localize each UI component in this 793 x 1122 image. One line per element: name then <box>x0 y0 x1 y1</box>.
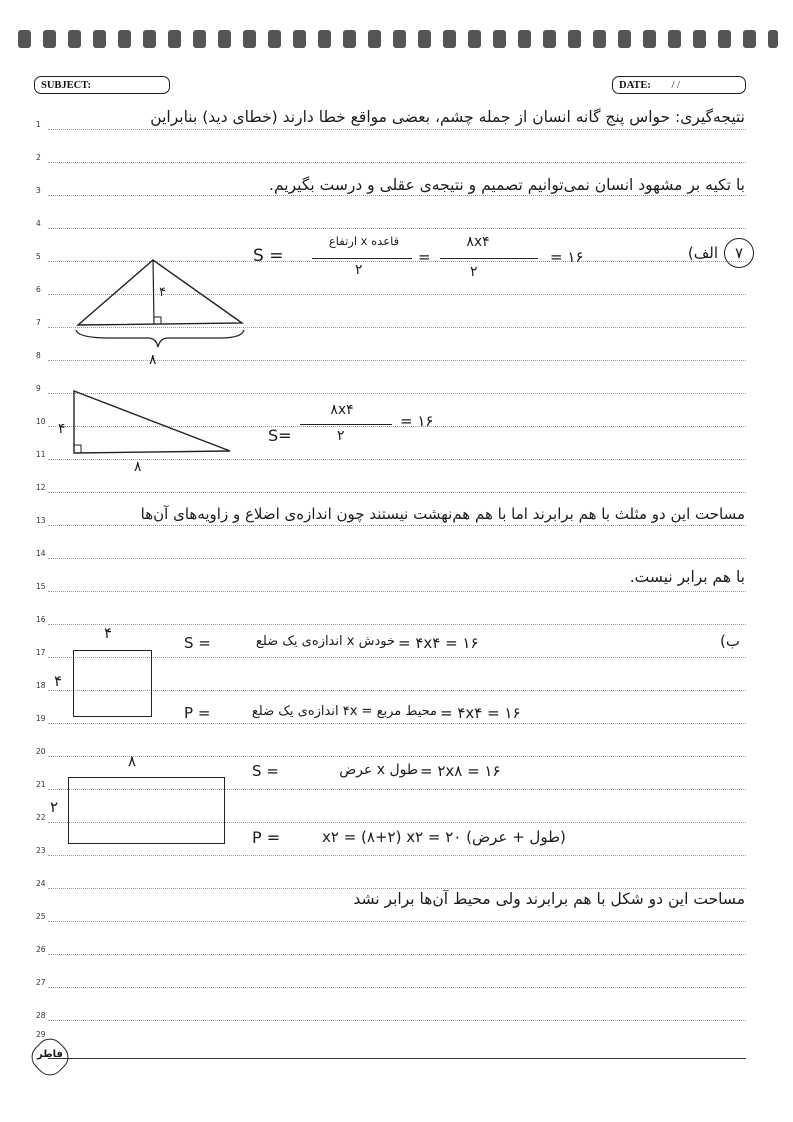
rectangle-top-label: ۸ <box>128 752 137 770</box>
square-area-calc: = ۴x۴ = ۱۶ <box>398 634 479 652</box>
line-number: 7 <box>36 318 41 327</box>
square-perimeter-calc: = ۴x۴ = ۱۶ <box>440 704 521 722</box>
line-number: 24 <box>36 879 46 888</box>
ruled-line <box>48 888 746 889</box>
rectangle-area-expression: طول x عرض <box>339 762 418 778</box>
subject-label: SUBJECT: <box>41 80 91 91</box>
square-side-label: ۴ <box>54 672 63 690</box>
line-number: 27 <box>36 978 46 987</box>
tri2-area-result: = ۱۶ <box>400 412 434 430</box>
line-number: 14 <box>36 549 46 558</box>
conclusion-line-3: با تکیه بر مشهود انسان نمی‌توانیم تصمیم و نتیجه‌ی عقلی و درست بگیریم. <box>269 176 745 194</box>
line-number: 26 <box>36 945 46 954</box>
rectangle-shape <box>68 777 225 844</box>
ruled-line <box>48 195 746 196</box>
question-number: ۷ <box>734 244 744 262</box>
triangle-1-brace <box>76 330 244 347</box>
date-value: / / <box>671 80 680 91</box>
ruled-line <box>48 162 746 163</box>
tri1-area-denominator-2: ۲ <box>470 264 478 280</box>
line-number: 18 <box>36 681 46 690</box>
ruled-line <box>48 558 746 559</box>
ruled-line <box>48 492 746 493</box>
square-shape <box>73 650 152 717</box>
tri2-area-denominator: ۲ <box>337 428 345 444</box>
ruled-line <box>48 591 746 592</box>
conclusion-line-25: مساحت این دو شکل با هم برابرند ولی محیط آن‌ها برابر نشد <box>353 890 745 908</box>
triangle-2-base-label: ۸ <box>134 459 142 475</box>
tri1-area-numerator-values: ۸x۴ <box>466 234 490 250</box>
line-number: 10 <box>36 417 46 426</box>
square-perimeter-label: P = <box>184 704 211 722</box>
conclusion-line-1: نتیجه‌گیری: حواس پنج گانه انسان از جمله چشم، بعضی مواقع خطا دارند (خطای دید) بنابراین <box>150 108 745 126</box>
line-number: 28 <box>36 1011 46 1020</box>
line-number: 19 <box>36 714 46 723</box>
triangle-2-height-label: ۴ <box>58 421 66 437</box>
line-number: 6 <box>36 285 41 294</box>
ruled-line <box>48 1020 746 1021</box>
line-number: 9 <box>36 384 41 393</box>
equals-sign: = <box>418 248 431 266</box>
ruled-line <box>48 855 746 856</box>
ruled-line <box>48 921 746 922</box>
line-number: 13 <box>36 516 46 525</box>
part-a-label: الف) <box>687 244 718 262</box>
ruled-line <box>48 987 746 988</box>
ruled-line <box>48 690 746 691</box>
square-top-label: ۴ <box>104 624 113 642</box>
line-number: 2 <box>36 153 41 162</box>
line-number: 23 <box>36 846 46 855</box>
triangle-1-base-label: ۸ <box>149 352 157 368</box>
tri1-area-numerator-words: ارتفاع x قاعده <box>328 234 400 248</box>
date-field <box>612 76 746 94</box>
comparison-line-15: با هم برابر نیست. <box>629 568 745 586</box>
tri1-area-result: = ۱۶ <box>550 248 584 266</box>
ruled-line <box>48 954 746 955</box>
rectangle-area-label: S = <box>252 762 279 780</box>
tri1-area-label: S = <box>253 246 284 266</box>
ruled-line <box>48 228 746 229</box>
square-area-label: S = <box>184 634 211 652</box>
tri2-area-label: S= <box>268 426 292 445</box>
triangle-1-height-label: ۴ <box>159 285 166 300</box>
ruled-line <box>48 129 746 130</box>
square-perimeter-expression: محیط مربع = ۴x اندازه‌ی یک ضلع <box>251 704 437 719</box>
part-b-label: ب) <box>720 632 740 650</box>
line-number: 1 <box>36 120 41 129</box>
line-number: 11 <box>36 450 46 459</box>
line-number: 20 <box>36 747 46 756</box>
triangle-2-shape <box>74 391 230 453</box>
rectangle-perimeter-expression: (طول + عرض) x۲ = (۸+۲) x۲ = ۲۰ <box>322 828 566 846</box>
tri2-area-numerator: ۸x۴ <box>330 402 354 418</box>
line-number: 8 <box>36 351 41 360</box>
triangle-1-height-line <box>153 260 154 324</box>
question-number-badge <box>724 238 754 268</box>
line-number: 22 <box>36 813 46 822</box>
fraction-bar <box>440 258 538 259</box>
line-number: 29 <box>36 1030 46 1039</box>
fraction-bar <box>300 424 392 425</box>
line-number: 4 <box>36 219 41 228</box>
logo: فاطر <box>37 1049 63 1060</box>
fraction-bar <box>312 258 412 259</box>
ruled-line <box>48 525 746 526</box>
line-number: 15 <box>36 582 46 591</box>
square-area-expression: خودش x اندازه‌ی یک ضلع <box>255 634 395 649</box>
date-label: DATE: <box>619 80 651 91</box>
bottom-rule <box>48 1058 746 1059</box>
spiral-binding <box>18 28 778 52</box>
right-angle-mark <box>74 445 81 453</box>
ruled-line <box>48 657 746 658</box>
triangle-2-figure <box>52 385 237 475</box>
rectangle-side-label: ۲ <box>50 798 59 816</box>
line-number: 12 <box>36 483 46 492</box>
ruled-line <box>48 723 746 724</box>
comparison-line-13: مساحت این دو مثلث با هم برابرند اما با هم هم‌نهشت نیستند چون اندازه‌ی اضلاع و زاویه‌های آن‌ها <box>140 505 745 523</box>
line-number: 17 <box>36 648 46 657</box>
rectangle-area-calc: = ۲x۸ = ۱۶ <box>420 762 501 780</box>
line-number: 16 <box>36 615 46 624</box>
ruled-line <box>48 756 746 757</box>
line-number: 21 <box>36 780 46 789</box>
triangle-1-figure <box>70 250 250 375</box>
tri1-area-denominator-1: ۲ <box>355 262 363 278</box>
rectangle-perimeter-label: P = <box>252 828 281 847</box>
right-angle-mark <box>154 317 161 324</box>
ruled-line <box>48 624 746 625</box>
line-number: 25 <box>36 912 46 921</box>
line-number: 5 <box>36 252 41 261</box>
subject-field <box>34 76 170 94</box>
line-number: 3 <box>36 186 41 195</box>
